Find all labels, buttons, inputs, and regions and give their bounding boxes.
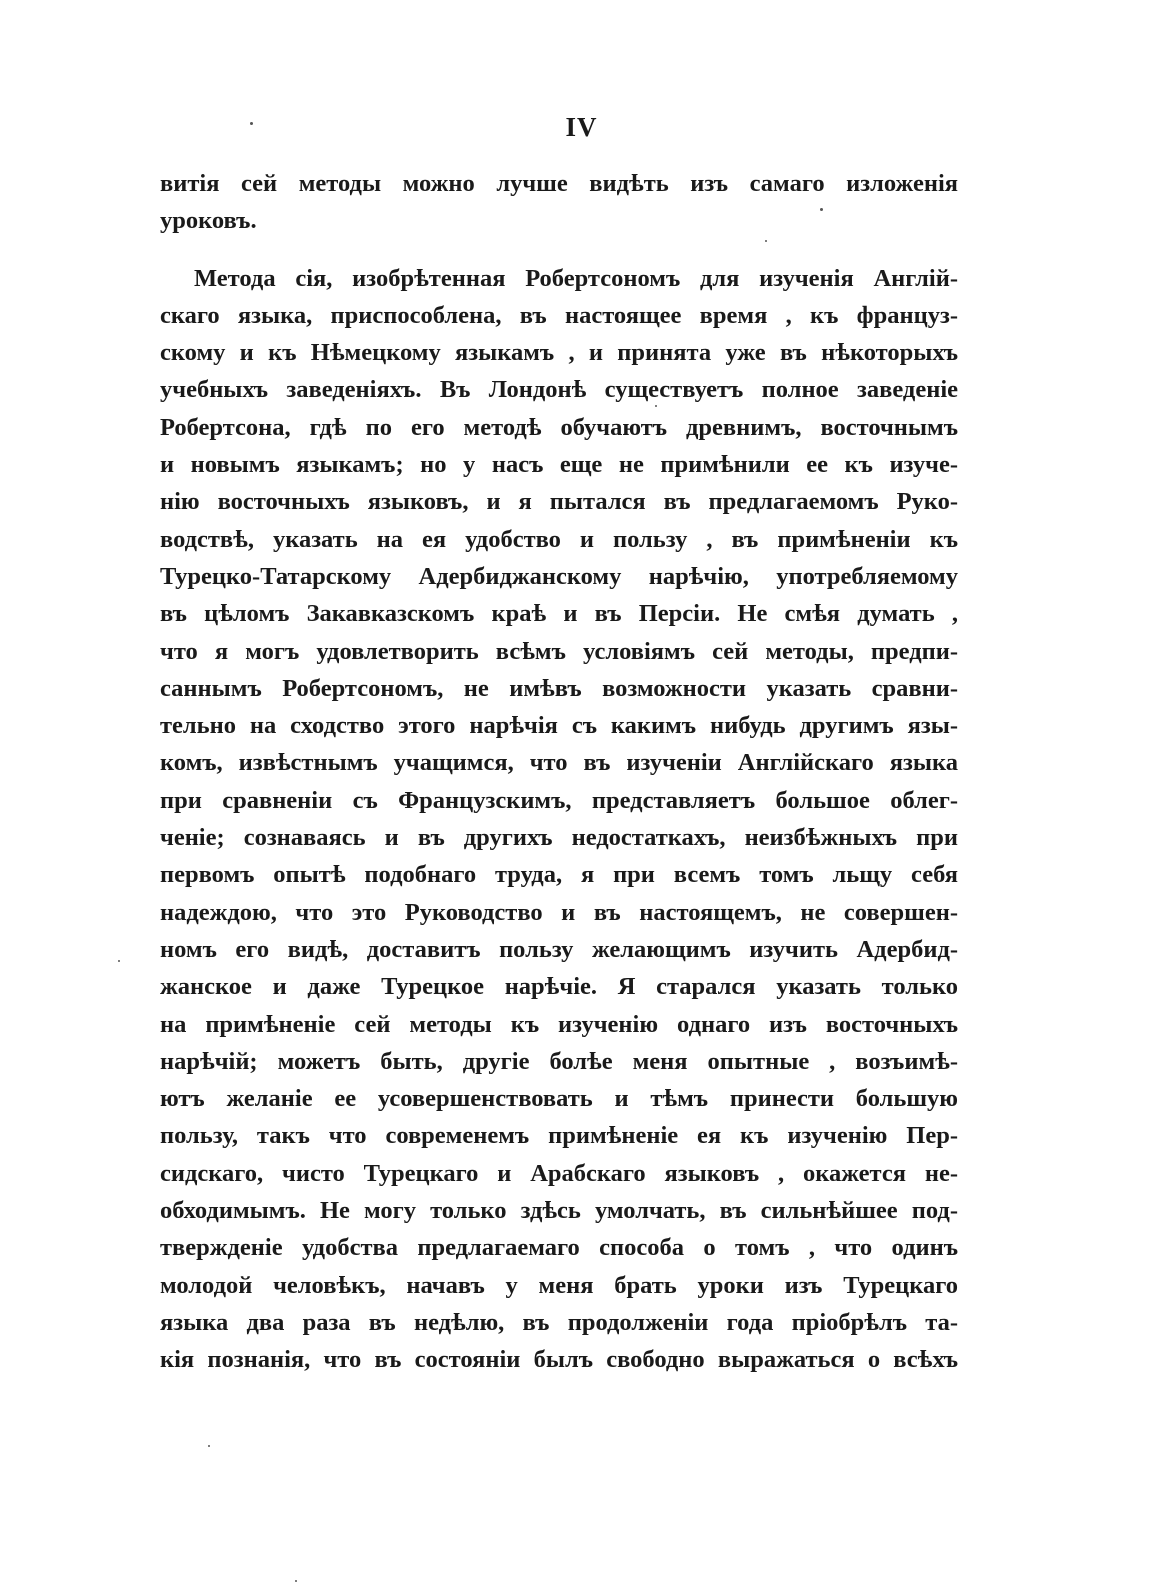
text-line: Турецко-Татарскому Адербиджанскому нарѣчію, употребляемому — [160, 562, 958, 590]
page-number: IV — [565, 112, 598, 142]
text-line: Робертсона, гдѣ по его методѣ обучаютъ древнимъ, восточнымъ — [160, 413, 958, 441]
text-line: ченіе; сознаваясь и въ другихъ недостаткахъ, неизбѣжныхъ при — [160, 824, 958, 852]
text-line: ютъ желаніе ее усовершенствовать и тѣмъ принести большую — [160, 1085, 958, 1113]
text-line: тельно на сходство этого нарѣчія съ какимъ нибудь другимъ язы- — [160, 712, 958, 740]
scan-speck — [655, 405, 657, 407]
text-line: въ цѣломъ Закавказскомъ краѣ и въ Персіи. Не смѣя думать , — [160, 600, 958, 628]
scan-speck — [765, 240, 767, 242]
text-line: уроковъ. — [160, 207, 257, 235]
text-line: и новымъ языкамъ; но у насъ еще не примѣнили ее къ изуче- — [160, 451, 958, 479]
text-line: скому и къ Нѣмецкому языкамъ , и принята уже въ нѣкоторыхъ — [160, 339, 958, 367]
text-line: Метода сія, изобрѣтенная Робертсономъ для изученія Англій- — [194, 264, 958, 292]
text-line: саннымъ Робертсономъ, не имѣвъ возможности указать сравни- — [160, 674, 958, 702]
text-line: нію восточныхъ языковъ, и я пытался въ предлагаемомъ Руко- — [160, 488, 958, 516]
text-line: водствѣ, указать на ея удобство и пользу , въ примѣненіи къ — [160, 525, 958, 553]
scan-speck — [208, 1445, 210, 1447]
scan-speck — [250, 122, 253, 125]
text-line: скаго языка, приспособлена, въ настоящее время , къ француз- — [160, 301, 958, 329]
text-line: нарѣчій; можетъ быть, другіе болѣе меня опытные , возъимѣ- — [160, 1047, 958, 1075]
text-line: сидскаго, чисто Турецкаго и Арабскаго языковъ , окажется не- — [160, 1159, 958, 1187]
text-line: кія познанія, что въ состояніи былъ свободно выражаться о всѣхъ — [160, 1346, 958, 1374]
text-line: при сравненіи съ Французскимъ, представляетъ большое облег- — [160, 786, 958, 814]
text-line: жанское и даже Турецкое нарѣчіе. Я старался указать только — [160, 973, 958, 1001]
text-line: учебныхъ заведеніяхъ. Въ Лондонѣ существуетъ полное заведеніе — [160, 376, 958, 404]
paragraph-gap — [160, 240, 958, 260]
body-text — [160, 165, 958, 1379]
text-line: надеждою, что это Руководство и въ настоящемъ, не совершен- — [160, 898, 958, 926]
scan-speck — [820, 208, 823, 211]
scan-speck — [118, 960, 120, 962]
text-line: что я могъ удовлетворить всѣмъ условіямъ сей методы, предпи- — [160, 637, 958, 665]
text-line: языка два раза въ недѣлю, въ продолженіи года пріобрѣлъ та- — [160, 1308, 958, 1336]
text-line: первомъ опытѣ подобнаго труда, я при всемъ томъ льщу себя — [160, 861, 958, 889]
text-line: на примѣненіе сей методы къ изученію однаго изъ восточныхъ — [160, 1010, 958, 1038]
text-line: комъ, извѣстнымъ учащимся, что въ изученіи Англійскаго языка — [160, 749, 958, 777]
text-line: молодой человѣкъ, начавъ у меня брать уроки изъ Турецкаго — [160, 1271, 958, 1299]
text-line: обходимымъ. Не могу только здѣсь умолчать, въ сильнѣйшее под- — [160, 1197, 958, 1225]
scan-speck — [295, 1580, 297, 1582]
text-line: твержденіе удобства предлагаемаго способа о томъ , что одинъ — [160, 1234, 958, 1262]
text-line: пользу, такъ что современемъ примѣненіе ея къ изученію Пер- — [160, 1122, 958, 1150]
text-line: номъ его видѣ, доставитъ пользу желающимъ изучить Адербид- — [160, 935, 958, 963]
text-line: витія сей методы можно лучше видѣть изъ самаго изложенія — [160, 170, 958, 197]
